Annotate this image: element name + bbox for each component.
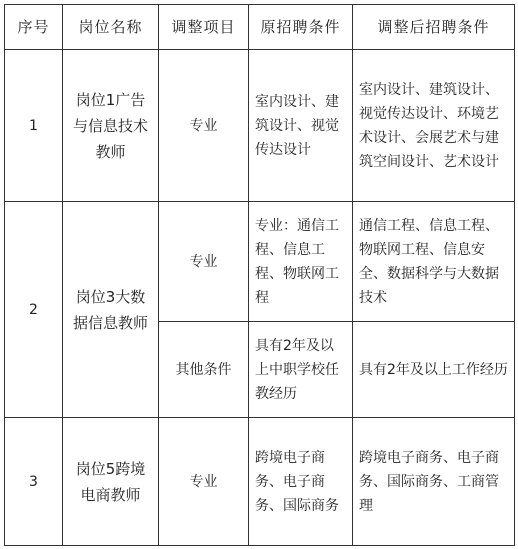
adjusted-conditions: 通信工程、信息工程、物联网工程、信息安全、数据科学与大数据技术: [353, 202, 515, 322]
table-row: [5, 418, 515, 546]
table-row: [5, 50, 515, 202]
original-conditions: 室内设计、建筑设计、视觉传达设计: [249, 50, 353, 202]
original-conditions: 专业：通信工程、信息工程、物联网工程: [249, 202, 353, 322]
header-position-name: 岗位名称: [63, 5, 159, 50]
position-name: 岗位1广告与信息技术教师: [63, 50, 159, 202]
header-row: [5, 5, 515, 50]
adjustment-item: 专业: [159, 50, 249, 202]
adjusted-conditions: 具有2年及以上工作经历: [353, 322, 515, 418]
position-name: 岗位5跨境电商教师: [63, 418, 159, 546]
original-conditions: 具有2年及以上中职学校任教经历: [249, 322, 353, 418]
adjustment-item: 专业: [159, 418, 249, 546]
table-row: [5, 202, 515, 322]
recruitment-adjustment-table: [4, 4, 515, 546]
adjusted-conditions: 室内设计、建筑设计、视觉传达设计、环境艺术设计、会展艺术与建筑空间设计、艺术设计: [353, 50, 515, 202]
header-adjustment-item: 调整项目: [159, 5, 249, 50]
original-conditions: 跨境电子商务、电子商务、国际商务: [249, 418, 353, 546]
position-name: 岗位3大数据信息教师: [63, 202, 159, 418]
adjustment-item: 其他条件: [159, 322, 249, 418]
adjustment-item: 专业: [159, 202, 249, 322]
row-number: 3: [5, 418, 63, 546]
header-original-conditions: 原招聘条件: [249, 5, 353, 50]
header-number: 序号: [5, 5, 63, 50]
row-number: 2: [5, 202, 63, 418]
row-number: 1: [5, 50, 63, 202]
header-adjusted-conditions: 调整后招聘条件: [353, 5, 515, 50]
adjusted-conditions: 跨境电子商务、电子商务、国际商务、工商管理: [353, 418, 515, 546]
